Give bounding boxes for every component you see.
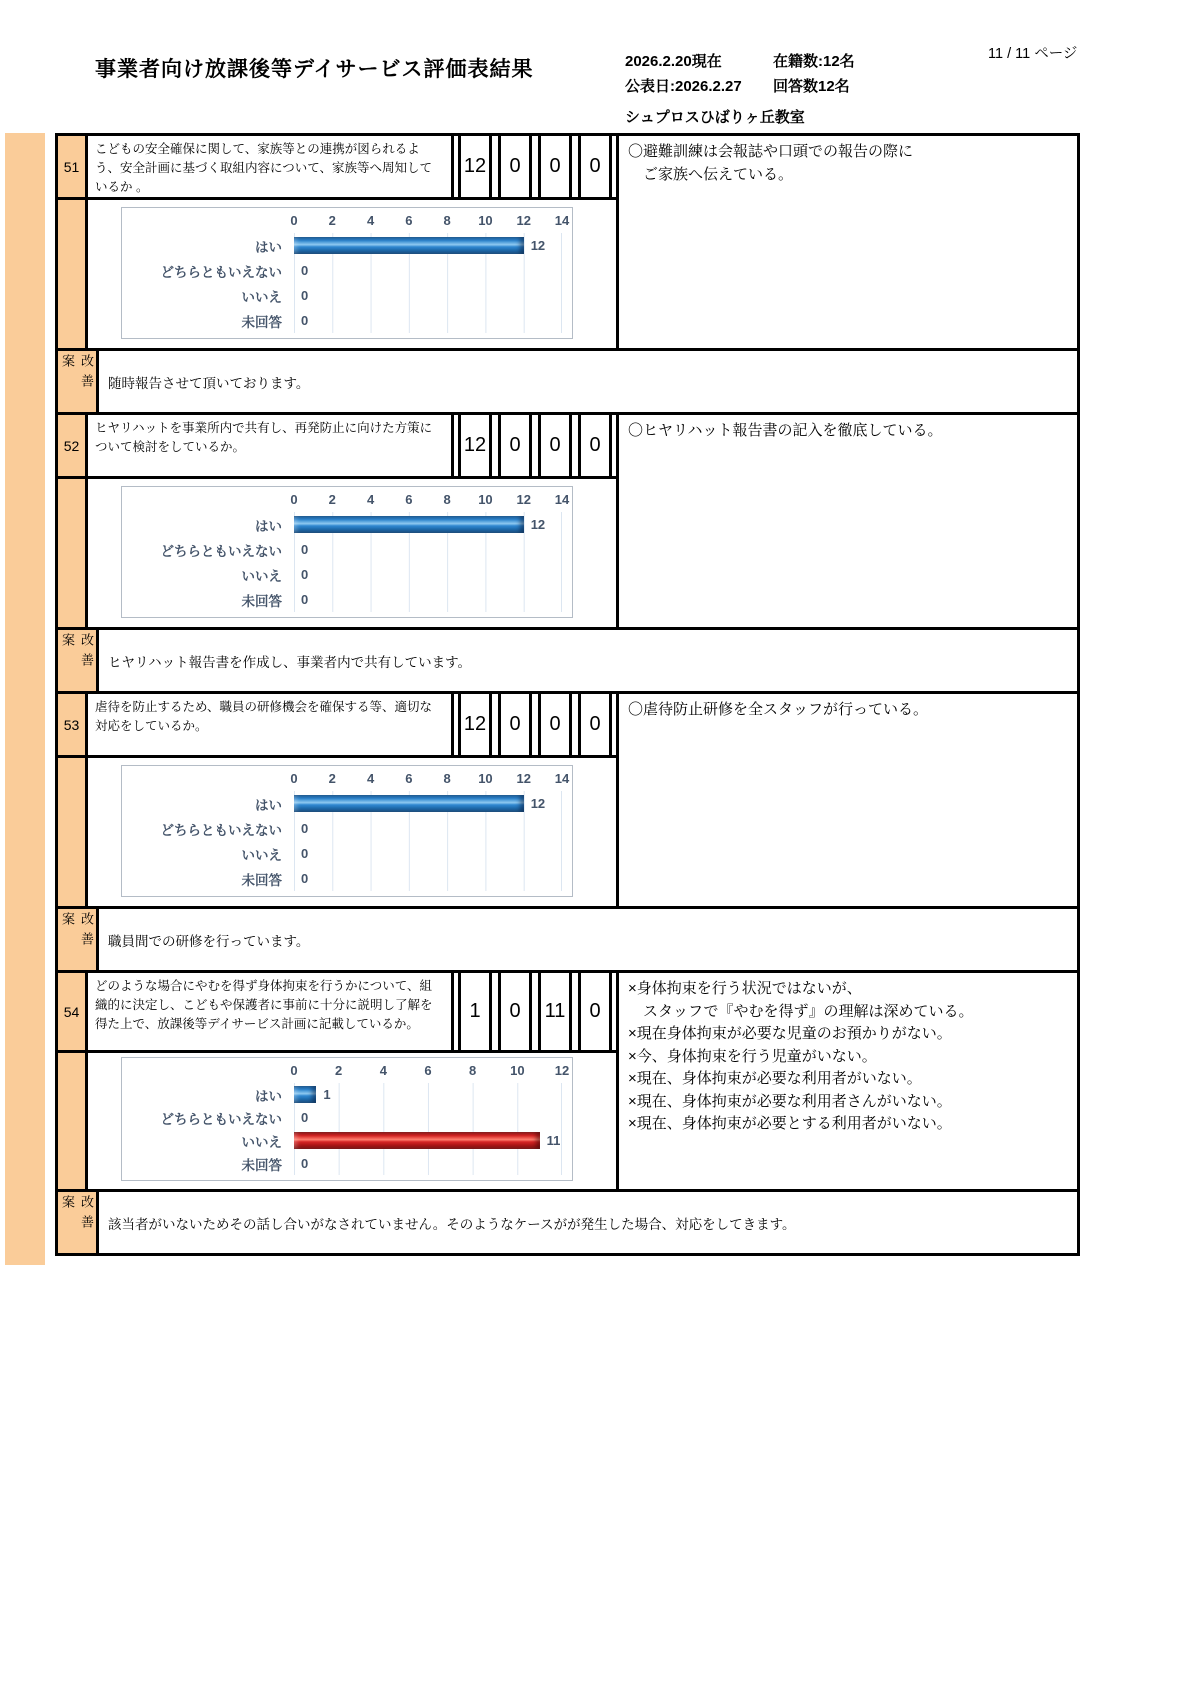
- axis-tick: 6: [405, 213, 413, 228]
- axis-tick: 0: [290, 213, 298, 228]
- bar-value: 0: [301, 592, 309, 607]
- axis-tick: 8: [443, 771, 451, 786]
- comment-cell: [619, 694, 1077, 906]
- count-no-answer: 0: [578, 415, 612, 476]
- category-label-no-answer: 未回答: [241, 872, 282, 888]
- improvement-row: [58, 1189, 1077, 1253]
- label-column: [58, 415, 88, 627]
- category-label-no-answer: 未回答: [241, 314, 282, 330]
- comment-cell: [619, 973, 1077, 1189]
- question-number: 53: [58, 694, 85, 758]
- x-axis: [290, 211, 570, 233]
- bar-chart: [121, 765, 573, 897]
- category-label-no: いいえ: [241, 847, 282, 863]
- bar-value: 0: [301, 1110, 309, 1125]
- header-info: [625, 50, 855, 127]
- category-label-neither: どちらともいえない: [160, 822, 282, 838]
- category-label-yes: はい: [255, 239, 282, 255]
- axis-tick: 8: [443, 492, 451, 507]
- category-label-yes: はい: [255, 797, 282, 813]
- bar-value: 12: [530, 238, 546, 253]
- axis-tick: 4: [366, 492, 375, 507]
- label-column: [58, 136, 88, 348]
- axis-tick: 4: [379, 1063, 387, 1078]
- plot-area: [294, 233, 562, 333]
- evaluation-table: [55, 133, 1080, 1256]
- axis-tick: 8: [443, 213, 451, 228]
- chart-row: [88, 1053, 616, 1189]
- improvement-label: 改善案: [58, 1192, 99, 1253]
- main-column: [88, 136, 619, 348]
- improvement-text: 職員間での研修を行っています。: [108, 933, 310, 949]
- improvement-label: 改善案: [58, 351, 99, 412]
- question-text: ヒヤリハットを事業所内で共有し、再発防止に向けた方策について検討をしているか。: [88, 415, 454, 476]
- axis-tick: 12: [516, 213, 531, 228]
- axis-tick: 6: [405, 771, 413, 786]
- count-neither: 0: [498, 694, 532, 755]
- question-block-53: [58, 694, 1077, 973]
- label-column: [58, 694, 88, 906]
- left-orange-strip: [5, 133, 45, 1265]
- axis-tick: 4: [366, 213, 375, 228]
- axis-tick: 10: [478, 492, 493, 507]
- bar-chart: [121, 1057, 573, 1181]
- axis-tick: 10: [478, 213, 493, 228]
- comment-line: ×現在身体拘束が必要な児童のお預かりがない。: [628, 1025, 952, 1042]
- response-count: 回答数12名: [773, 78, 850, 95]
- category-label-no: いいえ: [241, 568, 282, 584]
- category-label-no: いいえ: [241, 1134, 282, 1150]
- label-column-filler: [58, 1053, 85, 1189]
- count-no-answer: 0: [578, 694, 612, 755]
- question-text: 虐待を防止するため、職員の研修機会を確保する等、適切な対応をしているか。: [88, 694, 454, 755]
- improvement-row: [58, 627, 1077, 691]
- plot-area: [294, 1083, 562, 1175]
- axis-tick: 6: [424, 1063, 432, 1078]
- bar-value: 0: [301, 313, 309, 328]
- question-block-54: [58, 973, 1077, 1253]
- count-yes: 12: [458, 415, 492, 476]
- comment-line: ×現在、身体拘束が必要とする利用者がいない。: [628, 1115, 952, 1132]
- count-no: 0: [538, 415, 572, 476]
- axis-tick: 2: [328, 492, 336, 507]
- improvement-row: [58, 348, 1077, 412]
- axis-tick: 14: [554, 492, 570, 507]
- question-number: 52: [58, 415, 85, 479]
- improvement-text: 該当者がいないためその話し合いがなされていません。そのようなケースがが発生した場合、対応をしてきます。: [108, 1216, 796, 1232]
- question-number: 54: [58, 973, 85, 1053]
- answer-count-boxes: [454, 694, 616, 755]
- count-yes: 12: [458, 694, 492, 755]
- category-label-yes: はい: [255, 518, 282, 534]
- bar-value: 1: [323, 1087, 331, 1102]
- answer-count-boxes: [454, 973, 616, 1050]
- count-neither: 0: [498, 973, 532, 1050]
- axis-tick: 8: [469, 1063, 477, 1078]
- x-axis: [290, 769, 570, 791]
- main-column: [88, 415, 619, 627]
- improvement-row: [58, 906, 1077, 970]
- question-block-51: [58, 136, 1077, 415]
- count-no: 11: [538, 973, 572, 1050]
- comment-line: ご家族へ伝えている。: [628, 165, 794, 183]
- plot-area: [294, 512, 562, 612]
- comment-line: ×現在、身体拘束が必要な利用者さんがいない。: [628, 1092, 952, 1110]
- axis-tick: 2: [328, 771, 336, 786]
- comment-line: ×身体拘束を行う状況ではないが、: [628, 980, 862, 997]
- x-axis: [290, 490, 570, 512]
- axis-tick: 14: [554, 771, 570, 786]
- bar-yes: [294, 795, 524, 812]
- label-column: [58, 973, 88, 1189]
- axis-tick: 10: [510, 1063, 525, 1078]
- axis-tick: 2: [328, 213, 336, 228]
- improvement-label: 改善案: [58, 630, 99, 691]
- comment-line: 〇虐待防止研修を全スタッフが行っている。: [628, 701, 929, 718]
- count-no-answer: 0: [578, 973, 612, 1050]
- bar-value: 0: [301, 567, 309, 582]
- comment-line: 〇避難訓練は会報誌や口頭での報告の際に: [628, 143, 914, 160]
- bar-value: 11: [546, 1133, 561, 1148]
- count-yes: 1: [458, 973, 492, 1050]
- comment-cell: [619, 415, 1077, 627]
- bar-value: 12: [530, 517, 546, 532]
- publish-date: 公表日:2026.2.27: [625, 78, 742, 95]
- bar-no: [294, 1132, 540, 1149]
- bar-value: 0: [301, 871, 309, 886]
- bar-yes: [294, 1086, 316, 1103]
- bar-value: 12: [530, 796, 546, 811]
- axis-tick: 12: [554, 1063, 570, 1078]
- label-column-filler: [58, 200, 85, 348]
- axis-tick: 14: [554, 213, 570, 228]
- comment-line: ×今、身体拘束を行う児童がいない。: [628, 1047, 877, 1065]
- page-title: 事業者向け放課後等デイサービス評価表結果: [95, 58, 534, 81]
- question-text: こどもの安全確保に関して、家族等との連携が図られるよう、安全計画に基づく取組内容について、家族等へ周知しているか 。: [88, 136, 454, 197]
- bar-value: 0: [301, 263, 309, 278]
- facility-name: シュプロスひばりヶ丘教室: [625, 109, 805, 126]
- bar-yes: [294, 516, 524, 533]
- bar-chart: [121, 207, 573, 339]
- axis-tick: 4: [366, 771, 375, 786]
- count-yes: 12: [458, 136, 492, 197]
- count-neither: 0: [498, 136, 532, 197]
- category-label-neither: どちらともいえない: [160, 1111, 282, 1127]
- count-no-answer: 0: [578, 136, 612, 197]
- label-column-filler: [58, 758, 85, 906]
- main-column: [88, 973, 619, 1189]
- axis-tick: 6: [405, 492, 413, 507]
- axis-tick: 12: [516, 771, 531, 786]
- bar-value: 0: [301, 1156, 309, 1171]
- comment-line: ×現在、身体拘束が必要な利用者がいない。: [628, 1070, 922, 1087]
- enrolled-count: 在籍数:12名: [773, 53, 855, 70]
- question-text: どのような場合にやむを得ず身体拘束を行うかについて、組織的に決定し、こどもや保護者に事前に十分に説明し了解を得た上で、放課後等デイサービス計画に記載しているか。: [88, 973, 454, 1050]
- x-axis: [290, 1061, 570, 1083]
- chart-row: [88, 200, 616, 348]
- improvement-text: 随時報告させて頂いております。: [108, 375, 310, 391]
- axis-tick: 12: [516, 492, 531, 507]
- bar-chart: [121, 486, 573, 618]
- category-label-neither: どちらともいえない: [160, 543, 282, 559]
- bar-value: 0: [301, 542, 309, 557]
- chart-row: [88, 479, 616, 627]
- improvement-label: 改善案: [58, 909, 99, 970]
- comment-line: 〇ヒヤリハット報告書の記入を徹底している。: [628, 422, 943, 439]
- category-label-no: いいえ: [241, 289, 282, 305]
- chart-row: [88, 758, 616, 906]
- axis-tick: 0: [290, 771, 298, 786]
- label-column-filler: [58, 479, 85, 627]
- axis-tick: 0: [290, 1063, 298, 1078]
- category-label-no-answer: 未回答: [241, 593, 282, 609]
- axis-tick: 2: [335, 1063, 343, 1078]
- comment-line: スタッフで『やむを得ず』の理解は深めている。: [628, 1002, 974, 1020]
- answer-count-boxes: [454, 415, 616, 476]
- comment-cell: [619, 136, 1077, 348]
- plot-area: [294, 791, 562, 891]
- count-no: 0: [538, 136, 572, 197]
- page-number: 11 / 11 ページ: [988, 46, 1078, 62]
- count-neither: 0: [498, 415, 532, 476]
- category-label-neither: どちらともいえない: [160, 264, 282, 280]
- current-date: 2026.2.20現在: [625, 53, 722, 70]
- axis-tick: 10: [478, 771, 493, 786]
- count-no: 0: [538, 694, 572, 755]
- category-label-no-answer: 未回答: [241, 1157, 282, 1173]
- bar-value: 0: [301, 846, 309, 861]
- bar-value: 0: [301, 288, 309, 303]
- axis-tick: 0: [290, 492, 298, 507]
- bar-yes: [294, 237, 524, 254]
- question-block-52: [58, 415, 1077, 694]
- category-label-yes: はい: [255, 1088, 282, 1104]
- main-column: [88, 694, 619, 906]
- answer-count-boxes: [454, 136, 616, 197]
- question-number: 51: [58, 136, 85, 200]
- bar-value: 0: [301, 821, 309, 836]
- improvement-text: ヒヤリハット報告書を作成し、事業者内で共有しています。: [108, 654, 472, 670]
